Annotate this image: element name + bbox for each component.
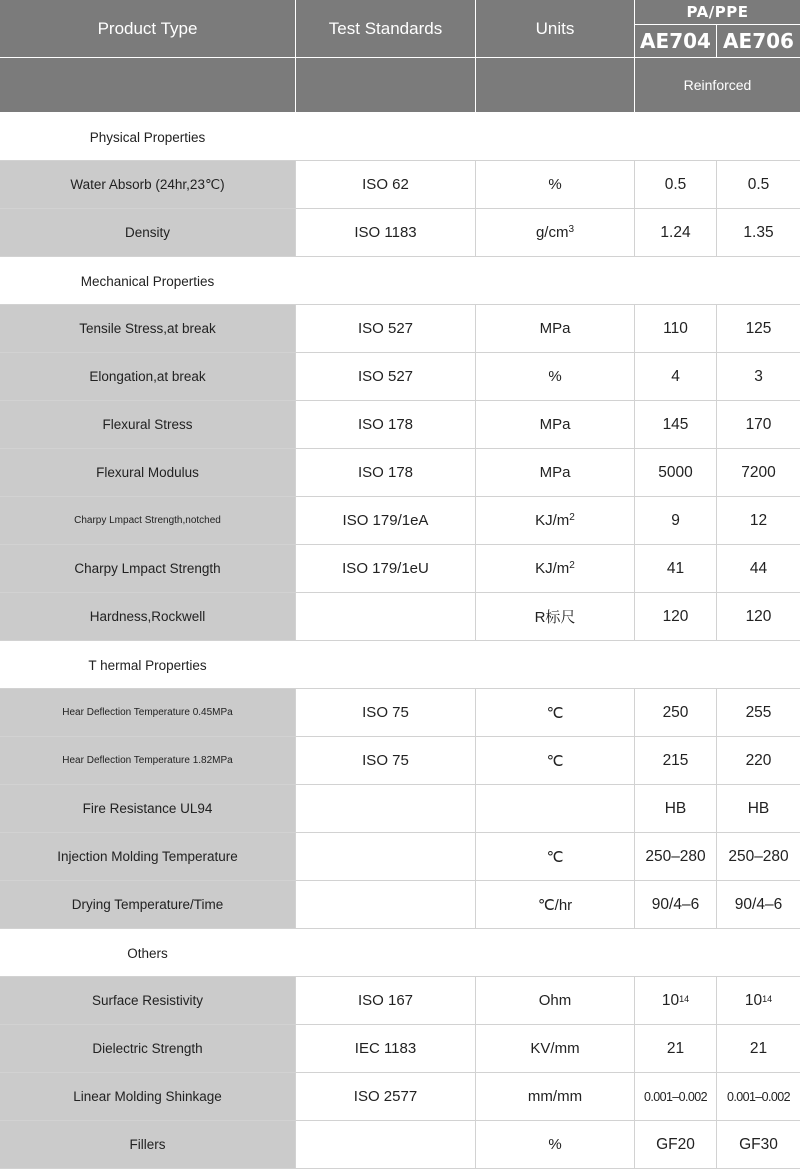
ae706-value-cell-text: 120: [745, 607, 772, 625]
column-divider: [634, 1073, 635, 1121]
property-cell: [0, 353, 295, 400]
property-cell-text: Density: [124, 225, 170, 240]
column-divider: [634, 161, 635, 209]
standard-cell: [296, 305, 475, 352]
standard-cell-text: ISO 167: [357, 992, 414, 1009]
header-test-standards: Test Standards: [296, 0, 475, 57]
standard-cell-text: ISO 2577: [353, 1088, 418, 1105]
property-cell: [0, 401, 295, 448]
header-blank-2: [296, 58, 475, 112]
table-row: [0, 545, 800, 593]
ae704-value-cell: [635, 545, 716, 592]
section-title: Others: [127, 945, 168, 961]
table-row: [0, 305, 800, 353]
column-divider: [716, 545, 717, 593]
unit-cell-text: g/cm: [535, 224, 569, 241]
column-divider: [475, 833, 476, 881]
table-row: [0, 449, 800, 497]
column-divider: [295, 401, 296, 449]
column-divider: [475, 785, 476, 833]
ae704-value-cell: [635, 353, 716, 400]
unit-cell: [476, 449, 634, 496]
table-row: [0, 689, 800, 737]
column-divider: [295, 593, 296, 641]
standard-cell: [296, 593, 475, 640]
standard-cell: [296, 833, 475, 880]
unit-cell-text: MPa: [539, 320, 571, 337]
ae704-value-cell-text: 4: [671, 367, 680, 385]
unit-cell: [476, 497, 634, 544]
standard-cell: [296, 1073, 475, 1120]
property-cell: [0, 785, 295, 832]
property-cell: [0, 305, 295, 352]
column-divider: [634, 881, 635, 929]
column-divider: [716, 785, 717, 833]
standard-cell: [296, 353, 475, 400]
column-divider: [716, 689, 717, 737]
unit-cell-text: ℃: [546, 704, 564, 722]
ae704-value-cell-text: HB: [664, 799, 687, 817]
column-divider: [634, 1121, 635, 1169]
column-divider: [716, 353, 717, 401]
unit-cell: [476, 833, 634, 880]
property-cell: [0, 833, 295, 880]
ae704-value-cell-text: GF20: [656, 1135, 695, 1153]
unit-cell: [476, 161, 634, 208]
column-divider: [634, 833, 635, 881]
ae706-value-cell-text: HB: [747, 799, 770, 817]
ae706-value-cell-text: 125: [745, 319, 772, 337]
ae706-value-cell-text: 3: [754, 367, 763, 385]
property-cell-text: Water Absorb (24hr,23℃): [70, 176, 225, 192]
column-divider: [716, 977, 717, 1025]
column-divider: [295, 305, 296, 353]
ae704-value-cell: [635, 1073, 716, 1120]
header-model-ae704: AE704: [635, 25, 716, 57]
property-cell: [0, 449, 295, 496]
column-divider: [716, 1025, 717, 1073]
unit-cell-superscript: 3: [568, 224, 575, 235]
ae704-value-cell: [635, 305, 716, 352]
ae704-value-cell-text: 215: [662, 751, 689, 769]
ae704-value-cell-superscript: 14: [679, 993, 690, 1004]
ae704-value-cell-text: 145: [662, 415, 689, 433]
property-cell-text: Fillers: [129, 1137, 166, 1152]
column-divider: [716, 497, 717, 545]
standard-cell: [296, 209, 475, 256]
column-divider: [295, 833, 296, 881]
column-divider: [716, 593, 717, 641]
column-divider: [475, 881, 476, 929]
column-divider: [634, 1025, 635, 1073]
unit-cell: [476, 401, 634, 448]
table-row: [0, 737, 800, 785]
unit-cell: [476, 593, 634, 640]
column-divider: [475, 1121, 476, 1169]
property-cell: [0, 161, 295, 208]
ae706-value-cell: [717, 161, 800, 208]
ae706-value-cell: [717, 449, 800, 496]
table-row: [0, 1121, 800, 1169]
column-divider: [634, 305, 635, 353]
property-cell-text: Fire Resistance UL94: [82, 801, 213, 816]
ae706-value-cell-text: 44: [749, 559, 768, 577]
ae706-value-cell: [717, 497, 800, 544]
standard-cell: [296, 689, 475, 736]
header-blank-3: [476, 58, 634, 112]
ae706-value-cell: [717, 593, 800, 640]
standard-cell-text: ISO 75: [362, 704, 409, 721]
column-divider: [295, 881, 296, 929]
ae704-value-cell: [635, 593, 716, 640]
column-divider: [295, 689, 296, 737]
property-cell: [0, 593, 295, 640]
unit-cell: [476, 209, 634, 256]
column-divider: [295, 161, 296, 209]
property-cell-text: Tensile Stress,at break: [79, 321, 216, 336]
unit-cell: [476, 1073, 634, 1120]
unit-cell: [476, 1025, 634, 1072]
ae704-value-cell: [635, 401, 716, 448]
ae706-value-cell: [717, 689, 800, 736]
ae704-value-cell: [635, 209, 716, 256]
unit-cell-text: MPa: [539, 464, 571, 481]
column-divider: [634, 737, 635, 785]
ae706-value-cell: [717, 353, 800, 400]
ae706-value-cell-text: 21: [749, 1039, 768, 1057]
table-row: [0, 833, 800, 881]
column-divider: [634, 689, 635, 737]
ae704-value-cell-text: 250: [662, 703, 689, 721]
ae704-value-cell: [635, 1025, 716, 1072]
standard-cell: [296, 449, 475, 496]
column-divider: [634, 353, 635, 401]
ae706-value-cell-text: 90/4–6: [734, 895, 783, 913]
standard-cell: [296, 785, 475, 832]
column-divider: [295, 977, 296, 1025]
column-divider: [716, 449, 717, 497]
property-cell-text: Hear Deflection Temperature 0.45MPa: [62, 707, 233, 718]
property-cell-text: Surface Resistivity: [91, 993, 204, 1008]
standard-cell-text: ISO 178: [357, 416, 414, 433]
property-cell: [0, 737, 295, 784]
table-row: [0, 785, 800, 833]
ae704-value-cell: [635, 833, 716, 880]
unit-cell-text: ℃: [546, 752, 564, 770]
unit-cell: [476, 785, 634, 832]
unit-cell-superscript: 2: [569, 560, 575, 571]
ae704-value-cell: [635, 449, 716, 496]
property-cell: [0, 881, 295, 928]
ae706-value-cell-text: 250–280: [728, 847, 789, 865]
ae704-value-cell: [635, 1121, 716, 1168]
ae704-value-cell: [635, 737, 716, 784]
table-row: [0, 881, 800, 929]
column-divider: [295, 785, 296, 833]
ae706-value-cell: [717, 1025, 800, 1072]
property-cell-text: Charpy Lmpact Strength: [74, 561, 221, 576]
ae704-value-cell: [635, 497, 716, 544]
ae706-value-cell-text: 220: [745, 751, 772, 769]
column-divider: [716, 401, 717, 449]
ae706-value-cell-text: 12: [749, 511, 768, 529]
ae704-value-cell-text: 250–280: [645, 847, 706, 865]
ae706-value-cell-text: 0.5: [747, 175, 770, 193]
ae704-value-cell-text: 10: [661, 991, 680, 1009]
property-cell: [0, 545, 295, 592]
ae706-value-cell: [717, 545, 800, 592]
unit-cell-text: %: [548, 176, 562, 193]
header-product-type: Product Type: [0, 0, 295, 57]
ae704-value-cell-text: 5000: [658, 463, 693, 481]
ae704-value-cell-text: 0.001–0.002: [644, 1089, 707, 1104]
unit-cell-text: Ohm: [538, 992, 572, 1009]
ae704-value-cell-text: 90/4–6: [651, 895, 700, 913]
standard-cell: [296, 401, 475, 448]
standard-cell-text: ISO 527: [357, 368, 414, 385]
ae706-value-cell-text: 1.35: [743, 223, 774, 241]
unit-cell: [476, 689, 634, 736]
column-divider: [716, 161, 717, 209]
standard-cell-text: ISO 62: [362, 176, 409, 193]
column-divider: [295, 497, 296, 545]
column-divider: [475, 977, 476, 1025]
unit-cell-text: ℃: [546, 848, 564, 866]
column-divider: [475, 449, 476, 497]
column-divider: [634, 209, 635, 257]
table-row: [0, 161, 800, 209]
column-divider: [475, 545, 476, 593]
ae706-value-cell: [717, 209, 800, 256]
standard-cell-text: ISO 179/1eA: [342, 512, 429, 529]
property-cell: [0, 1073, 295, 1120]
ae706-value-cell: [717, 881, 800, 928]
column-divider: [475, 161, 476, 209]
column-divider: [475, 305, 476, 353]
column-divider: [475, 689, 476, 737]
ae704-value-cell-text: 120: [662, 607, 689, 625]
property-cell: [0, 497, 295, 544]
unit-cell-superscript: 2: [569, 512, 575, 523]
column-divider: [634, 545, 635, 593]
property-cell-text: Injection Molding Temperature: [57, 849, 238, 864]
standard-cell-text: ISO 1183: [354, 224, 417, 241]
section-title: Mechanical Properties: [80, 273, 215, 289]
ae706-value-cell: [717, 401, 800, 448]
table-row: [0, 1073, 800, 1121]
ae704-value-cell-text: 21: [666, 1039, 685, 1057]
header-units: Units: [476, 0, 634, 57]
standard-cell-text: ISO 527: [357, 320, 414, 337]
property-cell-text: Hardness,Rockwell: [89, 609, 206, 624]
ae706-value-cell-text: 7200: [741, 463, 776, 481]
ae706-value-cell: [717, 977, 800, 1024]
unit-cell-text: KJ/m: [535, 560, 570, 577]
property-cell-text: Dielectric Strength: [92, 1041, 203, 1056]
section-title: Physical Properties: [89, 129, 206, 145]
standard-cell: [296, 497, 475, 544]
unit-cell-text: KV/mm: [530, 1040, 580, 1057]
column-divider: [295, 545, 296, 593]
ae706-value-cell: [717, 737, 800, 784]
ae706-value-cell: [717, 833, 800, 880]
standard-cell-text: ISO 179/1eU: [342, 560, 429, 577]
standard-cell: [296, 977, 475, 1024]
column-divider: [475, 737, 476, 785]
ae704-value-cell-text: 110: [663, 319, 688, 337]
unit-cell-text: MPa: [539, 416, 571, 433]
column-divider: [634, 401, 635, 449]
column-divider: [634, 449, 635, 497]
column-divider: [295, 737, 296, 785]
unit-cell-text: ℃/hr: [537, 896, 573, 914]
column-divider: [475, 593, 476, 641]
column-divider: [475, 1073, 476, 1121]
column-divider: [716, 305, 717, 353]
standard-cell: [296, 881, 475, 928]
column-divider: [295, 1073, 296, 1121]
table-row: [0, 593, 800, 641]
property-cell-text: Elongation,at break: [89, 369, 206, 384]
table-row: [0, 209, 800, 257]
ae704-value-cell-text: 1.24: [660, 223, 691, 241]
unit-cell-text: %: [548, 1136, 562, 1153]
property-cell: [0, 689, 295, 736]
unit-cell: [476, 353, 634, 400]
table-header: [0, 0, 800, 112]
column-divider: [716, 737, 717, 785]
ae704-value-cell-text: 9: [671, 511, 680, 529]
table-row: [0, 1025, 800, 1073]
ae704-value-cell: [635, 881, 716, 928]
column-divider: [475, 1025, 476, 1073]
header-group: PA/PPE: [635, 0, 800, 24]
unit-cell: [476, 305, 634, 352]
unit-cell: [476, 1121, 634, 1168]
column-divider: [634, 977, 635, 1025]
ae704-value-cell: [635, 689, 716, 736]
unit-cell: [476, 545, 634, 592]
ae706-value-cell-text: 0.001–0.002: [727, 1089, 790, 1104]
ae704-value-cell-text: 0.5: [664, 175, 687, 193]
property-cell-text: Linear Molding Shinkage: [73, 1089, 222, 1104]
column-divider: [716, 881, 717, 929]
column-divider: [295, 1025, 296, 1073]
header-blank-1: [0, 58, 295, 112]
column-divider: [634, 785, 635, 833]
column-divider: [295, 209, 296, 257]
standard-cell-text: ISO 178: [357, 464, 414, 481]
standard-cell: [296, 545, 475, 592]
unit-cell: [476, 881, 634, 928]
column-divider: [295, 449, 296, 497]
table-row: [0, 977, 800, 1025]
ae706-value-cell-text: 255: [745, 703, 772, 721]
unit-cell-text: R标尺: [534, 609, 576, 626]
column-divider: [295, 353, 296, 401]
column-divider: [634, 497, 635, 545]
property-cell-text: Flexural Stress: [102, 417, 193, 432]
ae706-value-cell-text: 10: [744, 991, 763, 1009]
standard-cell-text: IEC 1183: [354, 1040, 417, 1057]
ae706-value-cell-text: GF30: [739, 1135, 778, 1153]
unit-cell-text: KJ/m: [535, 512, 570, 529]
column-divider: [475, 353, 476, 401]
column-divider: [475, 401, 476, 449]
column-divider: [716, 209, 717, 257]
column-divider: [634, 593, 635, 641]
property-cell: [0, 977, 295, 1024]
ae704-value-cell: [635, 161, 716, 208]
ae706-value-cell: [717, 305, 800, 352]
table-row: [0, 401, 800, 449]
ae706-value-cell: [717, 1073, 800, 1120]
header-subtype: Reinforced: [635, 58, 800, 112]
ae706-value-cell-superscript: 14: [762, 993, 773, 1004]
ae706-value-cell: [717, 785, 800, 832]
property-cell-text: Flexural Modulus: [96, 465, 199, 480]
ae706-value-cell-text: 170: [745, 415, 772, 433]
standard-cell-text: ISO 75: [362, 752, 409, 769]
property-cell: [0, 209, 295, 256]
section-title: T hermal Properties: [88, 657, 207, 673]
property-cell-text: Hear Deflection Temperature 1.82MPa: [62, 755, 233, 766]
column-divider: [716, 1073, 717, 1121]
column-divider: [716, 1121, 717, 1169]
unit-cell-text: mm/mm: [527, 1088, 583, 1105]
standard-cell: [296, 737, 475, 784]
unit-cell: [476, 977, 634, 1024]
column-divider: [475, 209, 476, 257]
ae704-value-cell: [635, 977, 716, 1024]
table-row: [0, 497, 800, 545]
property-cell-text: Drying Temperature/Time: [71, 897, 224, 912]
header-model-ae706: AE706: [717, 25, 800, 57]
property-cell: [0, 1121, 295, 1168]
column-divider: [716, 833, 717, 881]
column-divider: [475, 497, 476, 545]
standard-cell: [296, 1121, 475, 1168]
ae704-value-cell: [635, 785, 716, 832]
ae706-value-cell: [717, 1121, 800, 1168]
standard-cell: [296, 1025, 475, 1072]
table-row: [0, 353, 800, 401]
unit-cell: [476, 737, 634, 784]
column-divider: [295, 1121, 296, 1169]
unit-cell-text: %: [548, 368, 562, 385]
property-cell-text: Charpy Lmpact Strength,notched: [74, 515, 221, 526]
ae704-value-cell-text: 41: [666, 559, 685, 577]
standard-cell: [296, 161, 475, 208]
property-cell: [0, 1025, 295, 1072]
